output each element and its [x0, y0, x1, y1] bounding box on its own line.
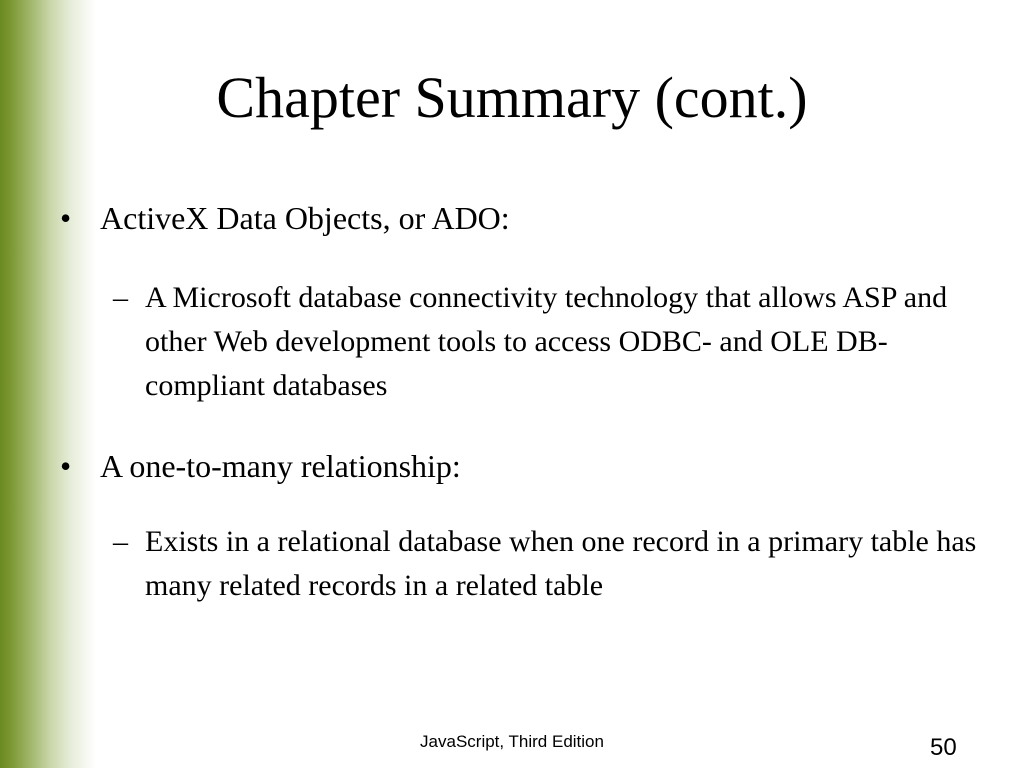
bullet-text: ActiveX Data Objects, or ADO: — [100, 200, 510, 236]
footer-title: JavaScript, Third Edition — [420, 732, 604, 751]
sub-item-ado-definition — [113, 276, 983, 408]
bullet-item-one-to-many — [60, 446, 980, 486]
sub-bullet-marker: – — [113, 281, 128, 314]
sub-bullet-text: Exists in a relational database when one record in a primary table has many related records in a related table — [145, 525, 977, 602]
bullet-text: A one-to-many relationship: — [100, 448, 461, 484]
sub-bullet-text: A Microsoft database connectivity technology that allows ASP and other Web development tools to access ODBC- and OLE DB-compliant databases — [145, 281, 948, 402]
bullet-marker: • — [60, 448, 72, 484]
sub-item-one-to-many-definition — [113, 520, 983, 608]
slide-title: Chapter Summary (cont.) — [216, 65, 808, 130]
bullet-item-ado — [60, 198, 980, 238]
sub-bullet-marker: – — [113, 525, 128, 558]
bullet-marker: • — [60, 200, 72, 236]
page-number: 50 — [930, 734, 957, 761]
